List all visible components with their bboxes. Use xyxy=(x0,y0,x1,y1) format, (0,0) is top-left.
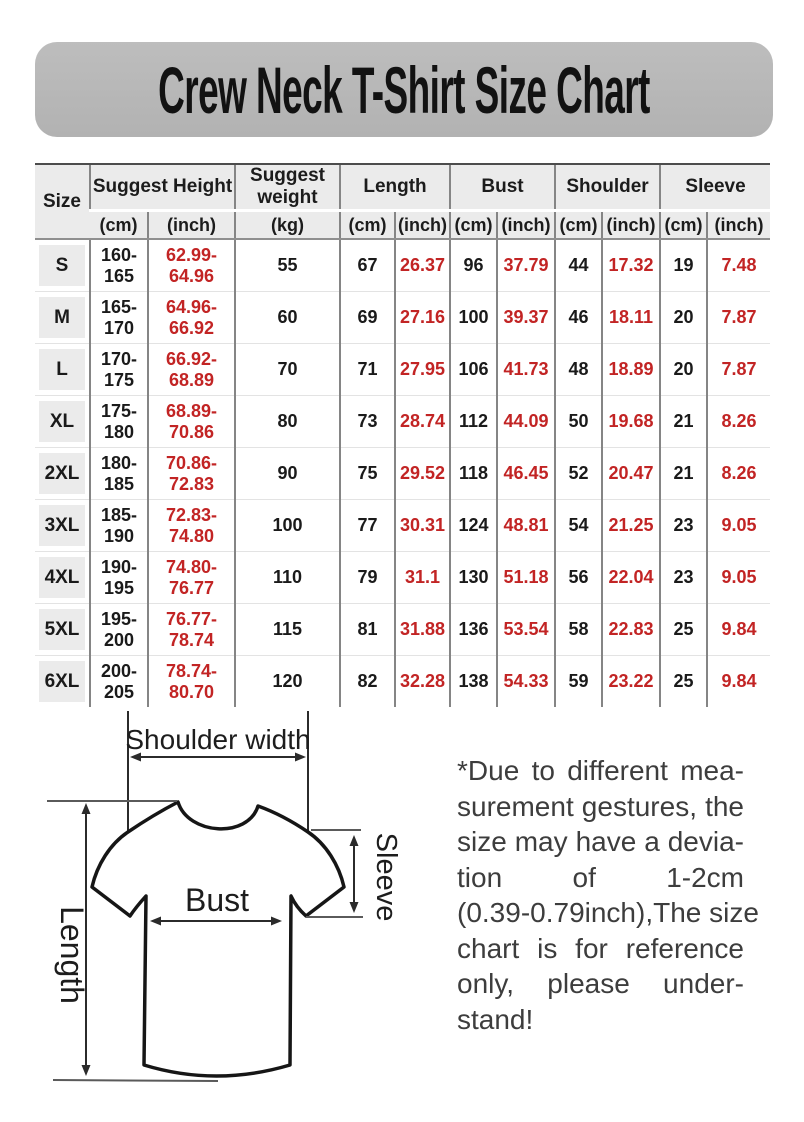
value-cell: 19 xyxy=(660,239,707,292)
size-cell: XL xyxy=(35,396,90,448)
value-cell: 25 xyxy=(660,656,707,708)
value-cell: 18.11 xyxy=(602,292,660,344)
unit-label: (cm) xyxy=(340,211,395,240)
length-tick-bottom xyxy=(53,1080,218,1081)
unit-label: (kg) xyxy=(235,211,340,240)
value-cell: 37.79 xyxy=(497,239,555,292)
value-cell: 82 xyxy=(340,656,395,708)
value-cell: 17.32 xyxy=(602,239,660,292)
size-chart-banner xyxy=(35,42,773,137)
arrowhead-icon xyxy=(82,1065,91,1076)
shoulder-width-label: Shoulder width xyxy=(125,724,311,755)
column-group-shoulder: Shoulder xyxy=(555,164,660,211)
value-cell: 110 xyxy=(235,552,340,604)
column-group-suggest-weight: Suggest weight xyxy=(235,164,340,211)
arrowhead-icon xyxy=(350,902,359,913)
arrowhead-icon xyxy=(82,803,91,814)
value-cell: 20 xyxy=(660,344,707,396)
value-cell: 112 xyxy=(450,396,497,448)
table-row xyxy=(35,396,770,448)
value-cell: 52 xyxy=(555,448,602,500)
note-line: surement gestures, the xyxy=(457,790,744,822)
unit-label: (inch) xyxy=(395,211,450,240)
value-cell: 53.54 xyxy=(497,604,555,656)
value-cell: 48.81 xyxy=(497,500,555,552)
table-row xyxy=(35,500,770,552)
value-cell: 68.89-70.86 xyxy=(148,396,235,448)
value-cell: 73 xyxy=(340,396,395,448)
value-cell: 200-205 xyxy=(90,656,148,708)
note-line: (0.39-0.79inch),The size xyxy=(457,897,759,928)
value-cell: 55 xyxy=(235,239,340,292)
value-cell: 175-180 xyxy=(90,396,148,448)
size-cell: 5XL xyxy=(35,604,90,656)
value-cell: 56 xyxy=(555,552,602,604)
sleeve-label: Sleeve xyxy=(370,832,402,922)
arrowhead-icon xyxy=(350,835,359,846)
value-cell: 7.87 xyxy=(707,344,770,396)
value-cell: 100 xyxy=(450,292,497,344)
value-cell: 9.84 xyxy=(707,604,770,656)
value-cell: 180-185 xyxy=(90,448,148,500)
value-cell: 136 xyxy=(450,604,497,656)
size-table-body xyxy=(35,239,770,707)
value-cell: 46 xyxy=(555,292,602,344)
note-line: chart is for reference xyxy=(457,932,744,964)
column-group-sleeve: Sleeve xyxy=(660,164,770,211)
value-cell: 70 xyxy=(235,344,340,396)
value-cell: 9.05 xyxy=(707,500,770,552)
value-cell: 190-195 xyxy=(90,552,148,604)
value-cell: 50 xyxy=(555,396,602,448)
value-cell: 72.83-74.80 xyxy=(148,500,235,552)
value-cell: 54.33 xyxy=(497,656,555,708)
value-cell: 170-175 xyxy=(90,344,148,396)
value-cell: 21.25 xyxy=(602,500,660,552)
value-cell: 90 xyxy=(235,448,340,500)
value-cell: 138 xyxy=(450,656,497,708)
value-cell: 78.74-80.70 xyxy=(148,656,235,708)
value-cell: 41.73 xyxy=(497,344,555,396)
value-cell: 23 xyxy=(660,552,707,604)
note-line: only, please under- xyxy=(457,968,744,999)
value-cell: 21 xyxy=(660,448,707,500)
column-group-length: Length xyxy=(340,164,450,211)
note-line: *Due to different mea- xyxy=(457,755,744,786)
size-cell: L xyxy=(35,344,90,396)
size-table xyxy=(35,163,770,707)
value-cell: 28.74 xyxy=(395,396,450,448)
unit-label: (cm) xyxy=(450,211,497,240)
value-cell: 76.77-78.74 xyxy=(148,604,235,656)
value-cell: 81 xyxy=(340,604,395,656)
value-cell: 51.18 xyxy=(497,552,555,604)
table-row xyxy=(35,292,770,344)
value-cell: 31.1 xyxy=(395,552,450,604)
value-cell: 62.99-64.96 xyxy=(148,239,235,292)
value-cell: 9.84 xyxy=(707,656,770,708)
value-cell: 8.26 xyxy=(707,396,770,448)
value-cell: 20.47 xyxy=(602,448,660,500)
value-cell: 130 xyxy=(450,552,497,604)
value-cell: 58 xyxy=(555,604,602,656)
column-group-suggest-height: Suggest Height xyxy=(90,164,235,211)
value-cell: 64.96-66.92 xyxy=(148,292,235,344)
column-group-bust: Bust xyxy=(450,164,555,211)
value-cell: 22.04 xyxy=(602,552,660,604)
value-cell: 26.37 xyxy=(395,239,450,292)
value-cell: 48 xyxy=(555,344,602,396)
value-cell: 77 xyxy=(340,500,395,552)
value-cell: 46.45 xyxy=(497,448,555,500)
value-cell: 96 xyxy=(450,239,497,292)
value-cell: 74.80-76.77 xyxy=(148,552,235,604)
size-cell: 3XL xyxy=(35,500,90,552)
value-cell: 59 xyxy=(555,656,602,708)
table-row xyxy=(35,552,770,604)
value-cell: 70.86-72.83 xyxy=(148,448,235,500)
value-cell: 29.52 xyxy=(395,448,450,500)
tshirt-diagram xyxy=(20,695,450,1115)
value-cell: 20 xyxy=(660,292,707,344)
value-cell: 80 xyxy=(235,396,340,448)
note-line: tion of 1-2cm xyxy=(457,861,744,893)
value-cell: 18.89 xyxy=(602,344,660,396)
value-cell: 115 xyxy=(235,604,340,656)
value-cell: 165-170 xyxy=(90,292,148,344)
value-cell: 67 xyxy=(340,239,395,292)
table-row xyxy=(35,239,770,292)
value-cell: 30.31 xyxy=(395,500,450,552)
value-cell: 31.88 xyxy=(395,604,450,656)
unit-label: (cm) xyxy=(90,211,148,240)
table-row xyxy=(35,448,770,500)
value-cell: 7.87 xyxy=(707,292,770,344)
value-cell: 8.26 xyxy=(707,448,770,500)
unit-label: (inch) xyxy=(497,211,555,240)
size-cell: 2XL xyxy=(35,448,90,500)
page-title: Crew Neck T-Shirt Size Chart xyxy=(158,52,650,127)
value-cell: 75 xyxy=(340,448,395,500)
value-cell: 23 xyxy=(660,500,707,552)
value-cell: 9.05 xyxy=(707,552,770,604)
unit-label: (inch) xyxy=(602,211,660,240)
table-head xyxy=(35,164,770,239)
value-cell: 44.09 xyxy=(497,396,555,448)
unit-label: (inch) xyxy=(707,211,770,240)
unit-label: (cm) xyxy=(660,211,707,240)
value-cell: 23.22 xyxy=(602,656,660,708)
value-cell: 100 xyxy=(235,500,340,552)
value-cell: 69 xyxy=(340,292,395,344)
value-cell: 32.28 xyxy=(395,656,450,708)
value-cell: 21 xyxy=(660,396,707,448)
value-cell: 44 xyxy=(555,239,602,292)
value-cell: 185-190 xyxy=(90,500,148,552)
value-cell: 27.95 xyxy=(395,344,450,396)
value-cell: 60 xyxy=(235,292,340,344)
column-header-size: Size xyxy=(35,164,90,239)
size-cell: M xyxy=(35,292,90,344)
size-cell: 4XL xyxy=(35,552,90,604)
value-cell: 54 xyxy=(555,500,602,552)
length-label: Length xyxy=(54,906,90,1004)
value-cell: 66.92-68.89 xyxy=(148,344,235,396)
value-cell: 79 xyxy=(340,552,395,604)
value-cell: 39.37 xyxy=(497,292,555,344)
note-line: size may have a devia- xyxy=(457,826,744,857)
value-cell: 120 xyxy=(235,656,340,708)
table-row xyxy=(35,344,770,396)
measurement-note xyxy=(457,753,759,1037)
value-cell: 106 xyxy=(450,344,497,396)
table-row xyxy=(35,604,770,656)
note-line: stand! xyxy=(457,1003,534,1035)
value-cell: 27.16 xyxy=(395,292,450,344)
size-cell: S xyxy=(35,239,90,292)
value-cell: 71 xyxy=(340,344,395,396)
value-cell: 25 xyxy=(660,604,707,656)
value-cell: 22.83 xyxy=(602,604,660,656)
value-cell: 118 xyxy=(450,448,497,500)
value-cell: 160-165 xyxy=(90,239,148,292)
bust-label: Bust xyxy=(184,882,250,918)
unit-label: (cm) xyxy=(555,211,602,240)
size-cell: 6XL xyxy=(35,656,90,708)
value-cell: 7.48 xyxy=(707,239,770,292)
unit-label: (inch) xyxy=(148,211,235,240)
value-cell: 124 xyxy=(450,500,497,552)
tshirt-outline xyxy=(92,802,344,1076)
value-cell: 19.68 xyxy=(602,396,660,448)
value-cell: 195-200 xyxy=(90,604,148,656)
